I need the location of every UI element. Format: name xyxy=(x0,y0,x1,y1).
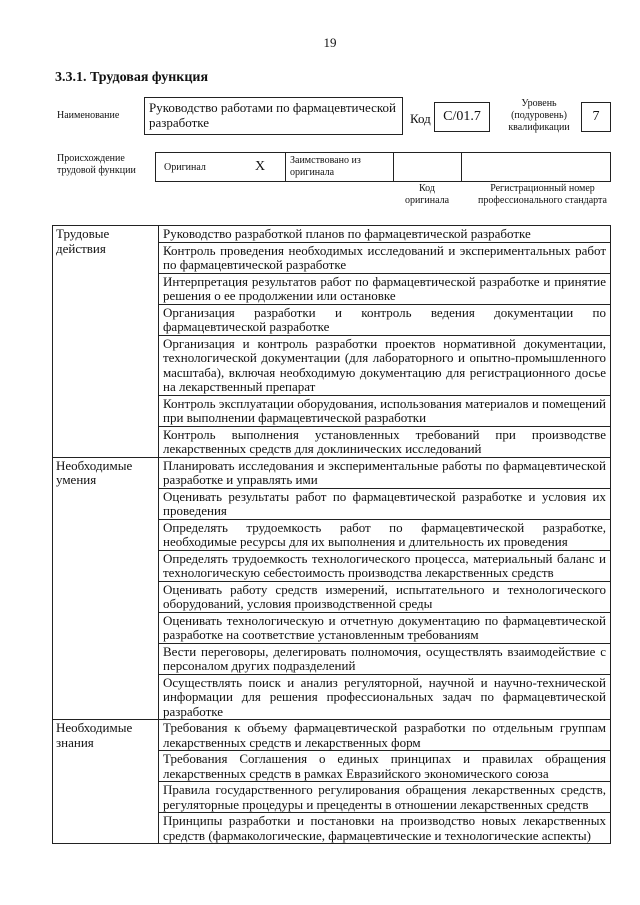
table-row xyxy=(53,457,611,488)
function-name-value: Руководство работами по фармацевтической разработке xyxy=(149,100,396,130)
labor-function-table xyxy=(52,225,611,844)
category-cell: Необходимые умения xyxy=(53,457,159,720)
table-row xyxy=(53,720,611,751)
origin-code-cell xyxy=(393,152,462,182)
item-cell: Вести переговоры, делегировать полномочия, осуществлять взаимодействие с персоналом других подразделений xyxy=(159,643,611,674)
item-cell: Контроль выполнения установленных требований при производстве лекарственных средств для доклинических исследований xyxy=(159,426,611,457)
item-cell: Правила государственного регулирования обращения лекарственных средств, регуляторные процедуры и прецеденты в отношении лекарственных средств xyxy=(159,782,611,813)
origin-original-cell xyxy=(155,152,286,182)
item-cell: Осуществлять поиск и анализ регуляторной, научной и научно-технической информации для решения профессиональных задач по фармацевтической разработке xyxy=(159,674,611,720)
item-cell: Оценивать работу средств измерений, испытательного и технологического оборудований, условия производственной среды xyxy=(159,581,611,612)
level-value: 7 xyxy=(592,109,600,124)
origin-reg-cell xyxy=(461,152,611,182)
category-cell: Трудовые действия xyxy=(53,226,159,458)
section-title: 3.3.1. Трудовая функция xyxy=(55,70,209,85)
borrowed-label: Заимствовано из оригинала xyxy=(290,155,361,178)
table-row xyxy=(53,226,611,243)
item-cell: Требования к объему фармацевтической разработки по отдельным группам лекарственных средств и лекарственных форм xyxy=(159,720,611,751)
item-cell: Организация разработки и контроль ведения документации по фармацевтической разработке xyxy=(159,304,611,335)
code-value: C/01.7 xyxy=(443,109,481,124)
code-box xyxy=(434,102,490,132)
function-name-box xyxy=(144,97,403,135)
code-label: Код xyxy=(410,111,431,126)
level-label: Уровень (подуровень) квалификации xyxy=(508,98,570,133)
page-number: 19 xyxy=(323,35,337,50)
item-cell: Интерпретация результатов работ по фармацевтической разработке и принятие решения о ее продолжении или остановке xyxy=(159,273,611,304)
level-box xyxy=(581,102,611,132)
item-cell: Требования Соглашения о единых принципах и правилах обращения лекарственных средств в рамках Евразийского экономического союза xyxy=(159,751,611,782)
item-cell: Определять трудоемкость работ по фармацевтической разработке, необходимые ресурсы для их выполнения и длительность их проведения xyxy=(159,519,611,550)
name-label: Наименование xyxy=(57,110,120,121)
item-cell: Планировать исследования и экспериментальные работы по фармацевтической разработке и управлять ими xyxy=(159,457,611,488)
reg-caption: Регистрационный номер профессионального стандарта xyxy=(478,183,607,206)
item-cell: Оценивать результаты работ по фармацевтической разработке и условия их проведения xyxy=(159,488,611,519)
category-cell: Необходимые знания xyxy=(53,720,159,844)
origin-label: Происхождение трудовой функции xyxy=(57,153,136,176)
item-cell: Руководство разработкой планов по фармацевтической разработке xyxy=(159,226,611,243)
code-caption: Код оригинала xyxy=(404,183,450,206)
item-cell: Оценивать технологическую и отчетную документацию по фармацевтической разработке на соответствие установленным требованиям xyxy=(159,612,611,643)
origin-borrowed-cell xyxy=(285,152,394,182)
item-cell: Определять трудоемкость технологического процесса, материальный баланс и технологическую себестоимость производства лекарственных средств xyxy=(159,550,611,581)
item-cell: Контроль проведения необходимых исследований и экспериментальных работ по фармацевтической разработке xyxy=(159,242,611,273)
item-cell: Организация и контроль разработки проектов нормативной документации, технологической документации (для лабораторного и опытно-промышленного масштаба), включая необходимую документацию для регистрационного досье на лекарственный препарат xyxy=(159,335,611,395)
original-label: Оригинал xyxy=(164,162,206,173)
original-mark: X xyxy=(255,159,266,174)
item-cell: Контроль эксплуатации оборудования, использования материалов и помещений при выполнении фармацевтической разработки xyxy=(159,395,611,426)
item-cell: Принципы разработки и постановки на производство новых лекарственных средств (фармакологические, фармацевтические и технологические аспекты) xyxy=(159,813,611,844)
